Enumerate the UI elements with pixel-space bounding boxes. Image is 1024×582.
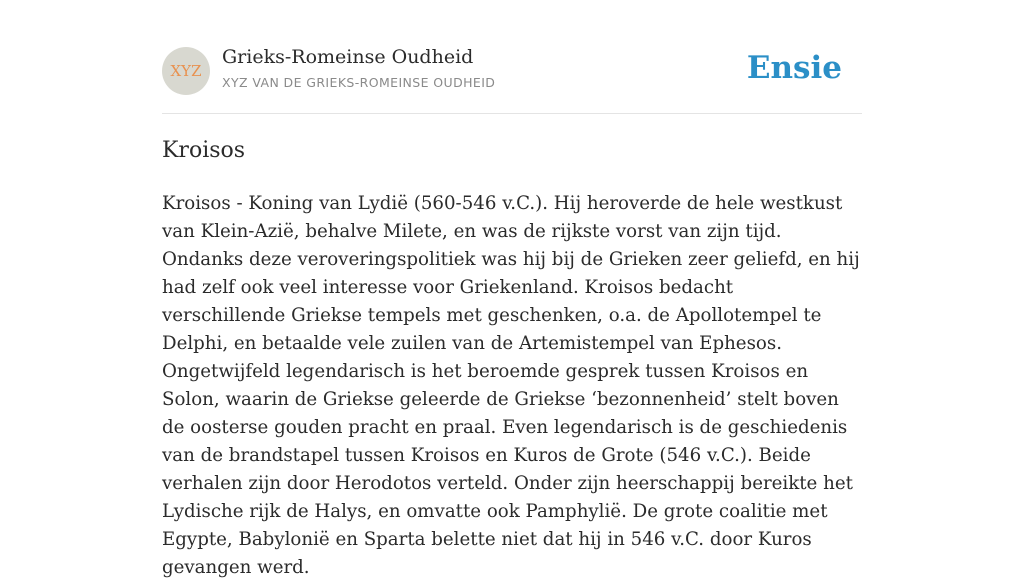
source-title[interactable]: Grieks-Romeinse Oudheid [222, 46, 474, 68]
article-title: Kroisos [162, 138, 246, 163]
source-header [162, 0, 862, 114]
ensie-logo-link[interactable]: Ensie [746, 50, 842, 86]
avatar[interactable]: XYZ [162, 47, 210, 95]
article-body: Kroisos - Koning van Lydië (560-546 v.C.). Hij heroverde de hele westkust van Klein-Azië, behalve Milete, en was de rijkste vorst van zijn tijd. Ondanks deze veroveringspolitiek was hij bij de Grieken zeer geliefd, en hij had zelf ook veel interesse voor Griekenland. Kroisos bedacht verschillende Griekse tempels met geschenken, o.a. de Apollotempel te Delphi, en betaalde vele zuilen van de Artemistempel van Ephesos. Ongetwijfeld legendarisch is het beroemde gesprek tussen Kroisos en Solon, waarin de Griekse geleerde de Griekse ‘bezonnenheid’ stelt boven de oosterse gouden pracht en praal. Even legendarisch is de geschiedenis van de brandstapel tussen Kroisos en Kuros de Grote (546 v.C.). Beide verhalen zijn door Herodotos verteld. Onder zijn heerschappij bereikte het Lydische rijk de Halys, en omvatte ook Pamphylië. De grote coalitie met Egypte, Babylonië en Sparta belette niet dat hij in 546 v.C. door Kuros gevangen werd. [162, 193, 860, 578]
source-subtitle[interactable]: XYZ VAN DE GRIEKS-ROMEINSE OUDHEID [222, 75, 496, 90]
page [162, 0, 862, 578]
